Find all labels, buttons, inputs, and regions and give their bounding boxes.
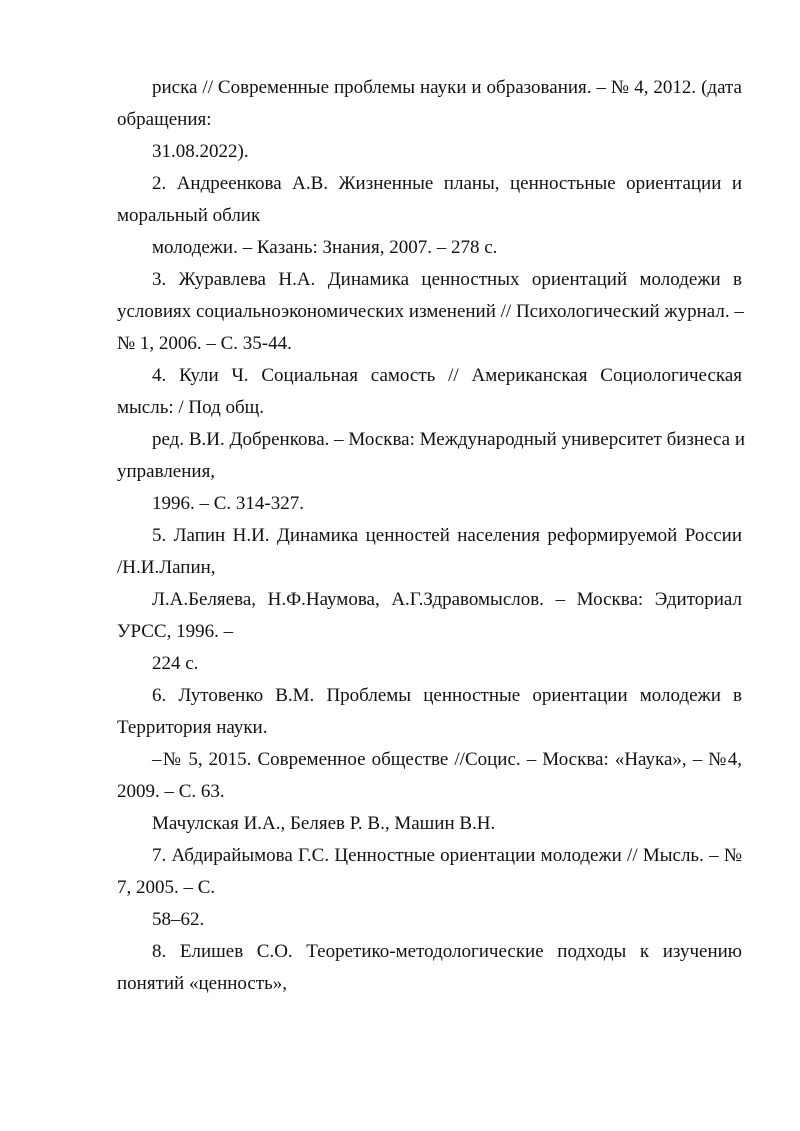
reference-line: понятий «ценность», [117, 973, 288, 994]
reference-line: 4. Кули Ч. Социальная самость // Американская Социологическая [152, 365, 742, 386]
reference-line: 2009. – С. 63. [117, 781, 225, 802]
reference-line: 58–62. [152, 909, 205, 930]
reference-line: 7. Абдирайымова Г.С. Ценностные ориентации молодежи // Мысль. – № [152, 845, 742, 866]
reference-line: № 1, 2006. – С. 35-44. [117, 333, 292, 354]
reference-line: условиях социальноэкономических изменений // Психологический журнал. – [117, 301, 744, 322]
reference-line: /Н.И.Лапин, [117, 557, 216, 578]
reference-line: 31.08.2022). [152, 141, 249, 162]
reference-line: обращения: [117, 109, 212, 130]
reference-line: моральный облик [117, 205, 261, 226]
reference-line: УРСС, 1996. – [117, 621, 234, 642]
reference-line: 1996. – С. 314-327. [152, 493, 304, 514]
reference-line: 3. Журавлева Н.А. Динамика ценностных ориентаций молодежи в [152, 269, 742, 290]
reference-line: управления, [117, 461, 216, 482]
reference-line: мысль: / Под общ. [117, 397, 265, 418]
reference-line: 8. Елишев С.О. Теоретико-методологические подходы к изучению [152, 941, 742, 962]
reference-line: Мачулская И.А., Беляев Р. В., Машин В.Н. [152, 813, 496, 834]
reference-line: молодежи. – Казань: Знания, 2007. – 278 с. [152, 237, 498, 258]
reference-line: 7, 2005. – С. [117, 877, 216, 898]
reference-line: 6. Лутовенко В.М. Проблемы ценностные ориентации молодежи в [152, 685, 742, 706]
reference-line: –№ 5, 2015. Современное обществе //Социс. – Москва: «Наука», – №4, [152, 749, 742, 770]
reference-line: 2. Андреенкова А.В. Жизненные планы, ценностьные ориентации и [152, 173, 742, 194]
reference-line: риска // Современные проблемы науки и образования. – № 4, 2012. (дата [152, 77, 742, 98]
reference-line: 224 с. [152, 653, 199, 674]
reference-line: ред. В.И. Добренкова. – Москва: Международный университет бизнеса и [152, 429, 746, 450]
reference-line: Территория науки. [117, 717, 268, 738]
reference-line: Л.А.Беляева, Н.Ф.Наумова, А.Г.Здравомыслов. – Москва: Эдиториал [152, 589, 742, 610]
reference-line: 5. Лапин Н.И. Динамика ценностей населения реформируемой России [152, 525, 742, 546]
